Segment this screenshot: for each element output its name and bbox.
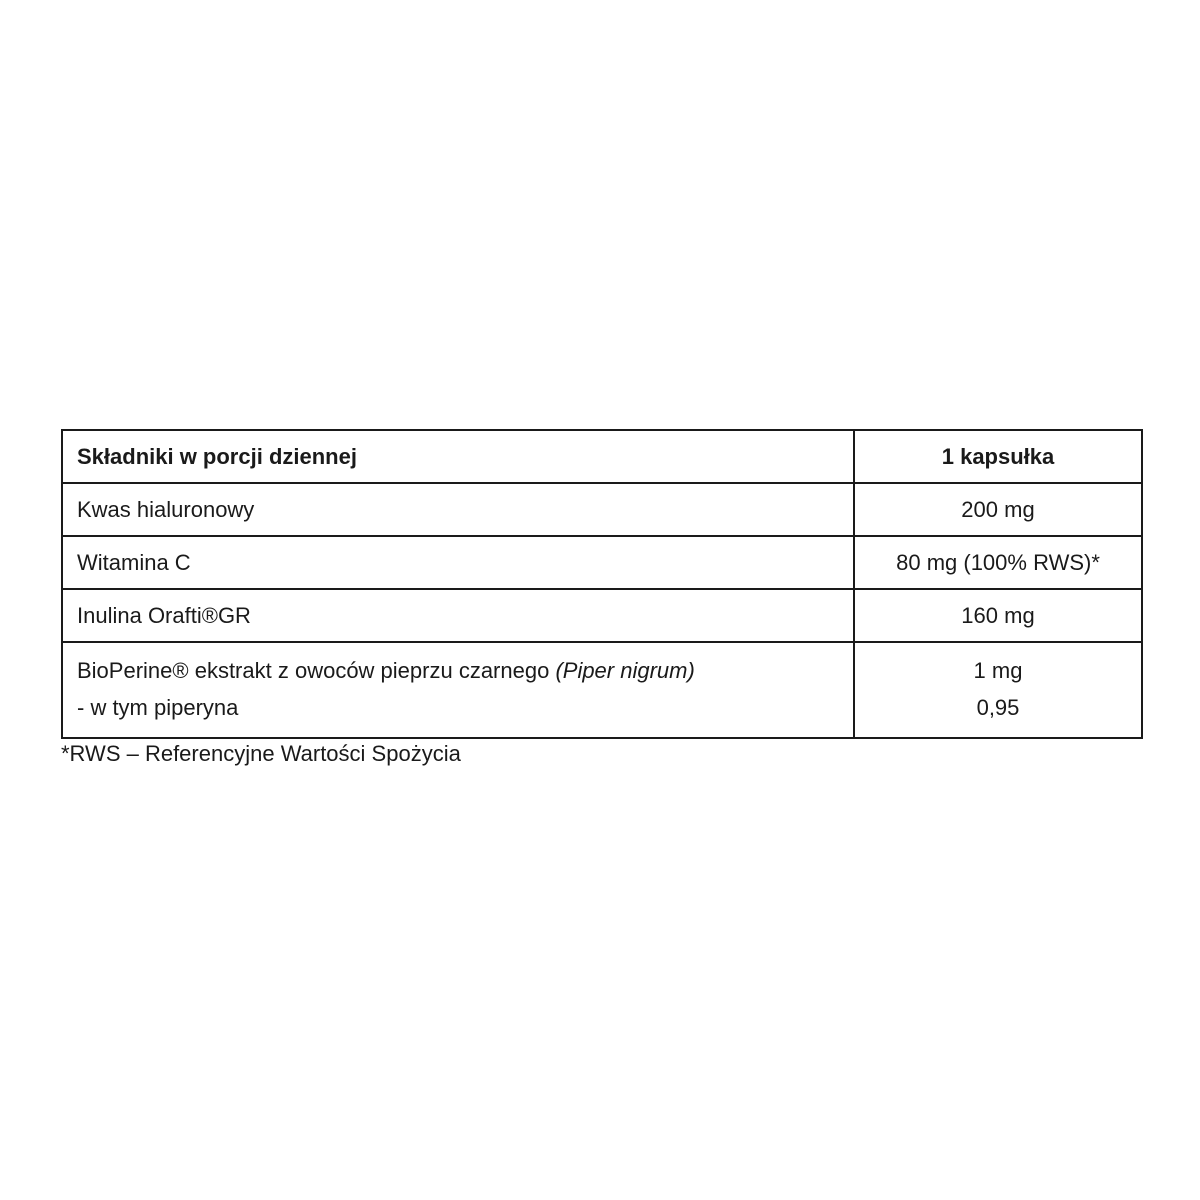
header-serving-cell: 1 kapsułka	[854, 430, 1142, 483]
bioperine-name: BioPerine® ekstrakt z owoców pieprzu czarnego	[77, 658, 556, 683]
ingredient-amount: 80 mg (100% RWS)*	[854, 536, 1142, 589]
table-header-row	[62, 430, 1142, 483]
ingredient-name: Inulina Orafti®GR	[62, 589, 854, 642]
table-row	[62, 483, 1142, 536]
table-row	[62, 536, 1142, 589]
piperine-sub-name: - w tym piperyna	[77, 695, 239, 720]
ingredient-amount: 200 mg	[854, 483, 1142, 536]
table-row	[62, 589, 1142, 642]
ingredient-name: Kwas hialuronowy	[62, 483, 854, 536]
supplement-facts-table	[61, 429, 1143, 739]
ingredient-name: Witamina C	[62, 536, 854, 589]
bioperine-name-line	[77, 652, 839, 689]
ingredient-amount: 160 mg	[854, 589, 1142, 642]
bioperine-amount: 1 mg	[973, 658, 1023, 683]
table-row	[62, 642, 1142, 738]
bioperine-name-cell	[62, 642, 854, 738]
rws-footnote: *RWS – Referencyjne Wartości Spożycia	[61, 741, 461, 766]
supplement-facts-table-container	[61, 429, 1139, 739]
piperine-amount: 0,95	[976, 695, 1020, 720]
bioperine-amount-cell	[854, 642, 1142, 738]
header-ingredients-cell: Składniki w porcji dziennej	[62, 430, 854, 483]
bioperine-latin-name: (Piper nigrum)	[555, 658, 695, 683]
